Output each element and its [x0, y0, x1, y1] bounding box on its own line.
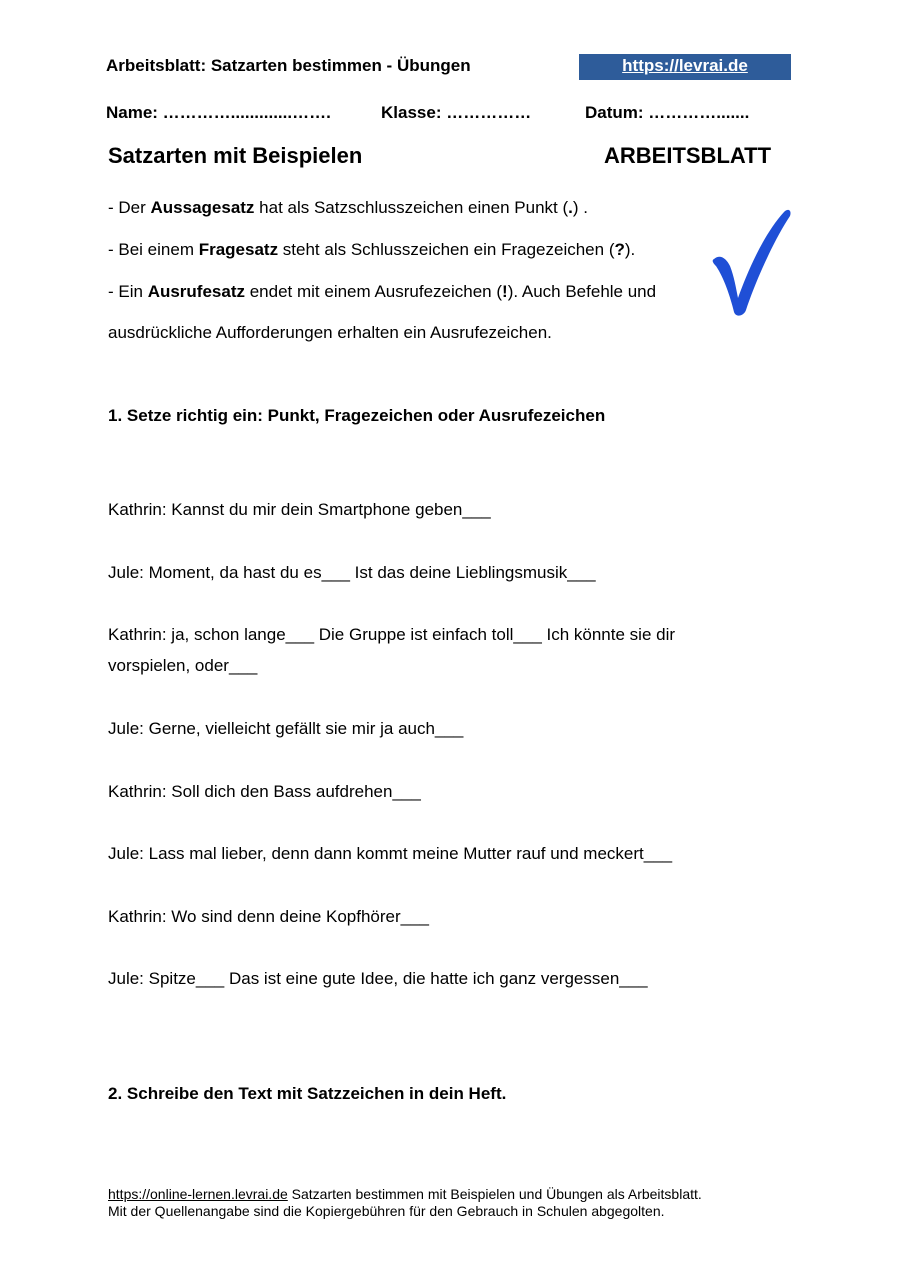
dialogue-line: Kathrin: ja, schon lange___ Die Gruppe ist einfach toll___ Ich könnte sie dir	[108, 625, 676, 644]
checkmark-icon	[706, 204, 796, 320]
date-field[interactable]: Datum: ………….......	[585, 103, 750, 122]
section-heading: Satzarten mit Beispielen	[108, 143, 363, 168]
rule-exclamation-cont: ausdrückliche Aufforderungen erhalten ein Ausrufezeichen.	[108, 323, 552, 342]
dialogue-line: Jule: Spitze___ Das ist eine gute Idee, die hatte ich ganz vergessen___	[108, 969, 648, 988]
dialogue-line: Jule: Gerne, vielleicht gefällt sie mir ja auch___	[108, 719, 464, 738]
site-link[interactable]: https://levrai.de	[579, 54, 791, 80]
task-2-heading: 2. Schreibe den Text mit Satzzeichen in dein Heft.	[108, 1084, 507, 1103]
worksheet-label: ARBEITSBLATT	[604, 143, 772, 168]
rule-exclamation: - Ein Ausrufesatz endet mit einem Ausrufezeichen (!). Auch Befehle und	[108, 282, 657, 301]
rule-statement: - Der Aussagesatz hat als Satzschlusszeichen einen Punkt (.) .	[108, 198, 589, 217]
worksheet-title: Arbeitsblatt: Satzarten bestimmen - Übungen	[106, 56, 471, 75]
dialogue-line: Kathrin: Soll dich den Bass aufdrehen___	[108, 782, 421, 801]
name-field[interactable]: Name: ………….............…….	[106, 103, 331, 122]
rule-question: - Bei einem Fragesatz steht als Schlusszeichen ein Fragezeichen (?).	[108, 240, 636, 259]
dialogue-line: Kathrin: Kannst du mir dein Smartphone geben___	[108, 500, 491, 519]
dialogue-line: Jule: Lass mal lieber, denn dann kommt meine Mutter rauf und meckert___	[108, 844, 673, 863]
dialogue-line: vorspielen, oder___	[108, 656, 258, 675]
class-field[interactable]: Klasse: ……………	[381, 103, 532, 122]
dialogue-line: Kathrin: Wo sind denn deine Kopfhörer___	[108, 907, 430, 926]
footer-link[interactable]: https://online-lernen.levrai.de	[108, 1186, 288, 1202]
dialogue-line: Jule: Moment, da hast du es___ Ist das deine Lieblingsmusik___	[108, 563, 596, 582]
footer: https://online-lernen.levrai.de Satzarten bestimmen mit Beispielen und Übungen als Arbeitsblatt. Mit der Quellenangabe sind die Kopiergebühren für den Gebrauch in Schulen abgegolten.	[108, 1186, 702, 1219]
task-1-heading: 1. Setze richtig ein: Punkt, Fragezeichen oder Ausrufezeichen	[108, 406, 606, 425]
